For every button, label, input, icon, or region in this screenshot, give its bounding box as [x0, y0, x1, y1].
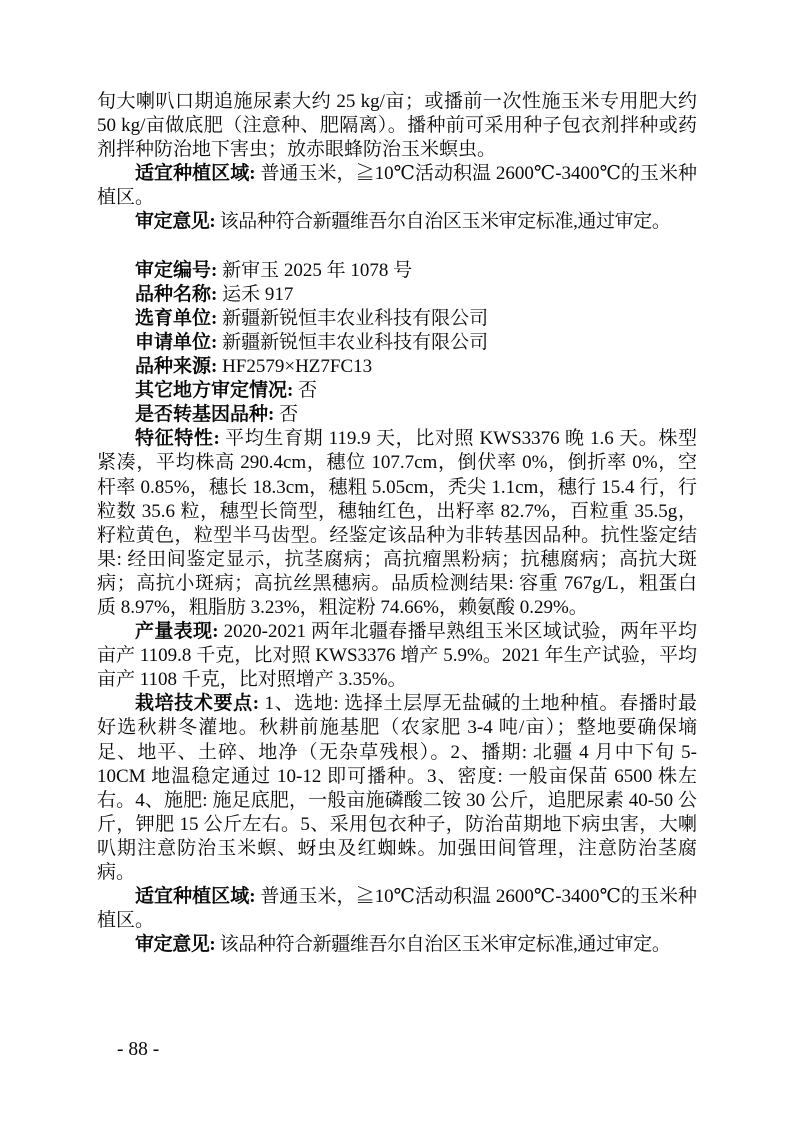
field-label: 特征特性: [135, 428, 220, 450]
field-variety-source [97, 355, 697, 379]
field-other-region-certification [97, 379, 697, 403]
field-label: 栽培技术要点: [135, 693, 260, 715]
field-yield-performance [97, 620, 697, 692]
field-suitable-planting-region-2 [97, 885, 697, 933]
field-certification-opinion-2 [97, 933, 697, 957]
field-text: HF2579×HZ7FC13 [217, 356, 373, 378]
field-text: 普通玉米，≧10℃活动积温 2600℃-3400℃的玉米种植区。 [97, 163, 697, 209]
field-suitable-planting-region [97, 162, 697, 210]
document-body [97, 90, 697, 957]
field-text: 该品种符合新疆维吾尔自治区玉米审定标准,通过审定。 [215, 211, 671, 233]
field-text: 运禾 917 [217, 283, 294, 305]
field-label: 适宜种植区域: [135, 163, 256, 185]
field-gmo-status [97, 403, 697, 427]
field-label: 审定意见: [135, 211, 216, 233]
field-label: 品种来源: [135, 356, 218, 378]
field-label: 产量表现: [135, 621, 219, 643]
paragraph-text: 旬大喇叭口期追施尿素大约 25 kg/亩；或播前一次性施玉米专用肥大约 50 kg/亩做底肥（注意种、肥隔离）。播种前可采用种子包衣剂拌种或药剂拌种防治地下害虫；放赤眼蜂防治玉米螟虫。 [97, 91, 697, 161]
field-applicant-unit [97, 331, 697, 355]
field-characteristics [97, 427, 697, 620]
field-text: 否 [293, 380, 318, 402]
field-certification-opinion [97, 210, 697, 234]
field-breeding-unit [97, 307, 697, 331]
field-text: 该品种符合新疆维吾尔自治区玉米审定标准,通过审定。 [215, 934, 671, 956]
field-text: 新审玉 2025 年 1078 号 [217, 259, 413, 281]
field-label: 品种名称: [135, 283, 218, 305]
field-cultivation-techniques [97, 692, 697, 885]
field-text: 2020-2021 两年北疆春播早熟组玉米区域试验，两年平均亩产 1109.8 千克，比对照 KWS3376 增产 5.9%。2021 年生产试验，平均亩产 1108 千克，比对照增产 3.35%。 [97, 621, 697, 691]
field-text: 否 [274, 404, 299, 426]
field-variety-name [97, 283, 697, 307]
field-text: 普通玉米，≧10℃活动积温 2600℃-3400℃的玉米种植区。 [97, 886, 697, 932]
field-text: 新疆新锐恒丰农业科技有限公司 [217, 331, 489, 353]
field-text: 新疆新锐恒丰农业科技有限公司 [217, 307, 489, 329]
field-label: 审定意见: [135, 934, 216, 956]
field-text: 平均生育期 119.9 天，比对照 KWS3376 晚 1.6 天。株型紧凑，平均株高 290.4cm，穗位 107.7cm，倒伏率 0%，倒折率 0%，空杆率 0.85%，穗长 18.3cm，穗粗 5.05cm，秃尖 1.1cm，穗行 15.4 行，行粒数 35.6 粒，穗型长筒型，穗轴红色，出籽率 82.7%，百粒重 35.5g，籽粒黄色，粒型半马齿型。经鉴定该品种为非转基因品种。抗性鉴定结果: 经田间鉴定显示，抗茎腐病；高抗瘤黑粉病；抗穗腐病；高抗大斑病；高抗小斑病；高抗丝黑穗病。品质检测结果: 容重 767g/L，粗蛋白质 8.97%，粗脂肪 3.23%，粗淀粉 74.66%，赖氨酸 0.29%。 [97, 428, 697, 618]
section-gap [97, 235, 697, 259]
paragraph-fertilizer-continuation [97, 90, 697, 162]
field-label: 审定编号: [135, 259, 218, 281]
field-label: 申请单位: [135, 331, 218, 353]
field-label: 其它地方审定情况: [135, 380, 294, 402]
page-number: - 88 - [117, 1039, 160, 1060]
field-label: 适宜种植区域: [135, 886, 256, 908]
field-text: 1、选地: 选择土层厚无盐碱的土地种植。春播时最好选秋耕冬灌地。秋耕前施基肥（农家肥 3-4 吨/亩）；整地要确保墒足、地平、土碎、地净（无杂草残根）。2、播期: 北疆 4 月中下旬 5-10CM 地温稳定通过 10-12 即可播种。3、密度: 一般亩保苗 6500 株左右。4、施肥: 施足底肥，一般亩施磷酸二铵 30 公斤，追肥尿素 40-50 公斤，钾肥 15 公斤左右。5、采用包衣种子，防治苗期地下病虫害，大喇叭期注意防治玉米螟、蚜虫及红蜘蛛。加强田间管理，注意防治茎腐病。 [97, 693, 698, 883]
field-certification-number [97, 259, 697, 283]
field-label: 是否转基因品种: [135, 404, 275, 426]
field-label: 选育单位: [135, 307, 218, 329]
